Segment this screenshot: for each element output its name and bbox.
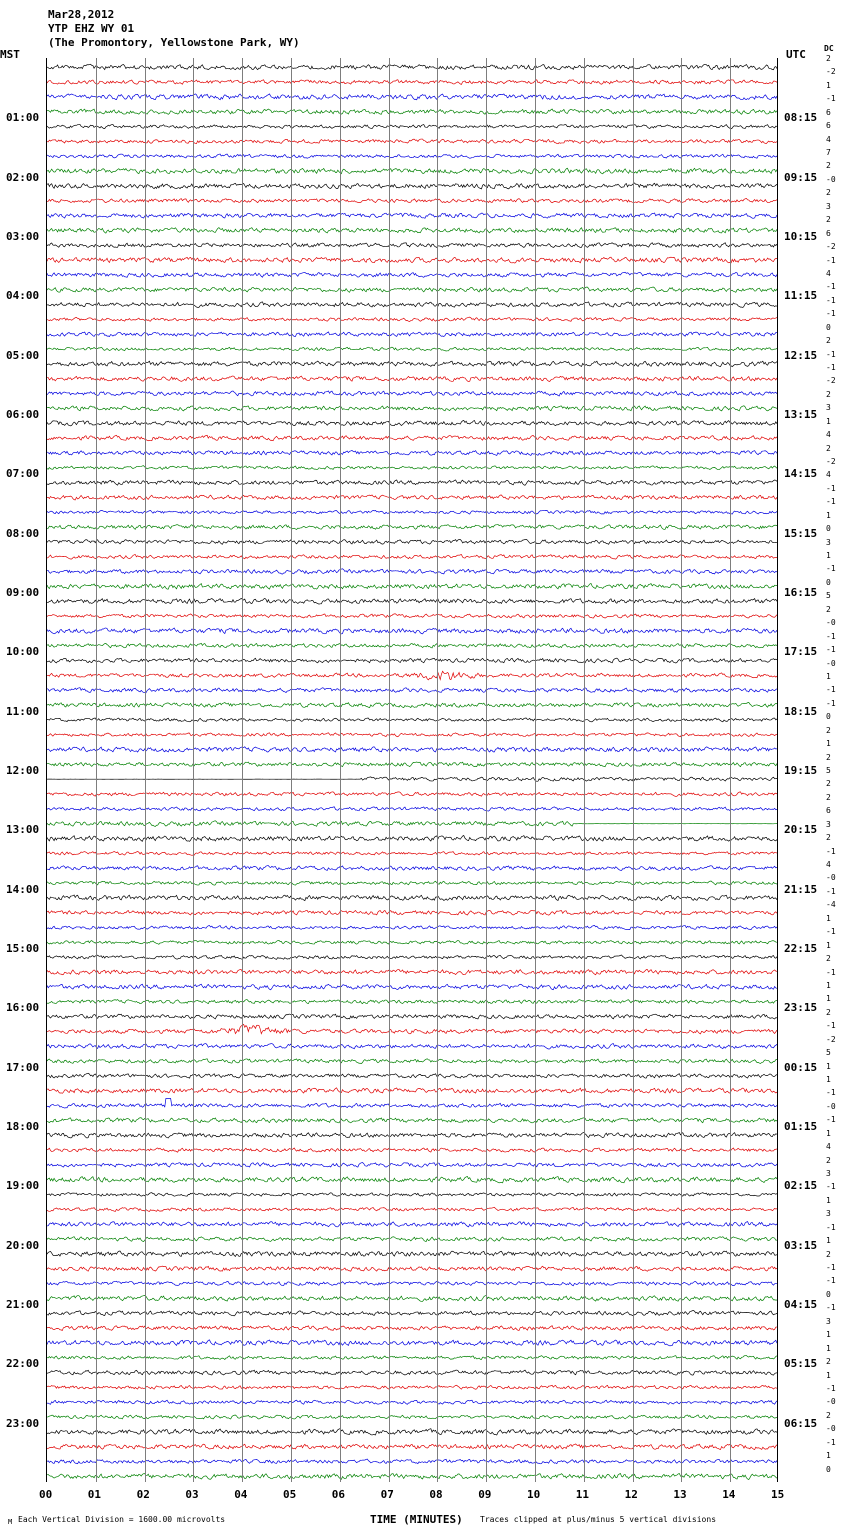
gridline-minute-14	[730, 58, 731, 1482]
dc-value-51: 1	[826, 739, 831, 749]
hour-label-utc-0015: 00:15	[784, 1060, 818, 1074]
hour-label-utc-2315: 23:15	[784, 1001, 818, 1015]
dc-value-5: 6	[826, 121, 831, 131]
dc-value-16: 4	[826, 268, 831, 278]
gridline-minute-08	[437, 58, 438, 1482]
footer-clip-note: Traces clipped at plus/minus 5 vertical divisions	[480, 1515, 717, 1524]
dc-value-58: 2	[826, 833, 831, 843]
dc-value-99: -1	[826, 1383, 836, 1393]
gridline-minute-10	[535, 58, 536, 1482]
hour-label-utc-1715: 17:15	[784, 645, 818, 659]
dc-value-46: 1	[826, 671, 831, 681]
xtick-00: 00	[39, 1488, 53, 1501]
dc-value-44: -1	[826, 645, 836, 655]
dc-value-98: 1	[826, 1370, 831, 1380]
hour-label-mst-0900: 09:00	[6, 586, 40, 599]
dc-value-37: 1	[826, 551, 831, 561]
dc-value-43: -1	[826, 631, 836, 641]
hour-label-utc-1115: 11:15	[784, 289, 818, 303]
dc-value-75: 1	[826, 1061, 831, 1071]
dc-value-72: -1	[826, 1021, 836, 1031]
hour-label-utc-1315: 13:15	[784, 408, 818, 421]
hour-label-utc-1615: 16:15	[784, 586, 818, 599]
dc-value-28: 4	[826, 430, 831, 440]
dc-value-91: -1	[826, 1276, 836, 1286]
dc-value-22: -1	[826, 349, 836, 359]
dc-value-79: -1	[826, 1115, 836, 1125]
dc-value-87: -1	[826, 1222, 836, 1232]
gridline-minute-13	[681, 58, 682, 1482]
dc-value-101: 2	[826, 1410, 831, 1420]
dc-value-24: -2	[826, 376, 836, 386]
gridline-minute-01	[96, 58, 97, 1482]
dc-value-38: -1	[826, 564, 836, 574]
hour-label-mst-2100: 21:00	[6, 1298, 40, 1311]
dc-value-88: 1	[826, 1236, 831, 1246]
dc-value-104: 1	[826, 1451, 831, 1461]
hour-label-mst-0600: 06:00	[6, 408, 40, 421]
dc-value-33: -1	[826, 497, 836, 507]
dc-value-36: 3	[826, 537, 831, 547]
dc-value-26: 3	[826, 403, 831, 413]
dc-value-50: 2	[826, 725, 831, 735]
xtick-13: 13	[673, 1488, 687, 1501]
dc-value-96: 1	[826, 1343, 831, 1353]
hour-label-mst-0200: 02:00	[6, 170, 40, 184]
dc-value-25: 2	[826, 389, 831, 399]
gridline-minute-07	[389, 58, 390, 1482]
axis-label-utc: UTC	[786, 48, 806, 61]
hour-label-mst-0700: 07:00	[6, 467, 40, 481]
hour-label-mst-0100: 01:00	[6, 111, 40, 125]
dc-value-80: 1	[826, 1128, 831, 1138]
dc-value-39: 0	[826, 577, 831, 587]
hour-label-utc-1015: 10:15	[784, 230, 818, 243]
dc-value-90: -1	[826, 1263, 836, 1273]
dc-value-57: 3	[826, 819, 831, 829]
dc-value-49: 0	[826, 712, 831, 722]
hour-label-utc-0415: 04:15	[784, 1298, 818, 1311]
dc-value-56: 6	[826, 806, 831, 816]
header-date: Mar28,2012	[48, 8, 115, 21]
hour-label-mst-0800: 08:00	[6, 526, 40, 540]
hour-label-mst-1300: 13:00	[6, 823, 40, 837]
hour-label-utc-0815: 08:15	[784, 111, 818, 125]
dc-value-30: -2	[826, 457, 836, 467]
gridline-minute-02	[145, 58, 146, 1482]
dc-value-78: -0	[826, 1101, 836, 1111]
dc-value-74: 5	[826, 1048, 831, 1058]
hour-label-utc-1915: 19:15	[784, 764, 818, 777]
dc-value-47: -1	[826, 685, 836, 695]
hour-label-mst-0500: 05:00	[6, 348, 40, 362]
hour-label-utc-0515: 05:15	[784, 1357, 818, 1371]
dc-value-23: -1	[826, 362, 836, 372]
hour-label-utc-2215: 22:15	[784, 942, 818, 955]
dc-value-7: 7	[826, 148, 831, 158]
hour-label-utc-1215: 12:15	[784, 348, 818, 362]
dc-value-66: 1	[826, 940, 831, 950]
xtick-08: 08	[429, 1488, 443, 1501]
dc-value-18: -1	[826, 295, 836, 305]
xtick-05: 05	[283, 1488, 297, 1501]
hour-label-mst-2200: 22:00	[6, 1357, 40, 1371]
dc-value-94: 3	[826, 1316, 831, 1326]
hour-label-mst-1000: 10:00	[6, 645, 40, 659]
dc-value-6: 4	[826, 134, 831, 144]
dc-value-68: -1	[826, 967, 836, 977]
dc-value-53: 5	[826, 766, 831, 775]
dc-value-21: 2	[826, 336, 831, 346]
xtick-03: 03	[185, 1488, 199, 1501]
dc-value-14: -2	[826, 242, 836, 252]
dc-value-84: -1	[826, 1182, 836, 1192]
axis-label-dc: DC	[824, 44, 834, 53]
gridline-minute-11	[584, 58, 585, 1482]
hour-label-mst-0300: 03:00	[6, 230, 40, 243]
dc-value-32: -1	[826, 483, 836, 493]
dc-value-12: 2	[826, 215, 831, 225]
axis-label-mst: MST	[0, 48, 20, 61]
dc-value-27: 1	[826, 416, 831, 426]
hour-label-mst-1900: 19:00	[6, 1179, 40, 1193]
dc-value-41: 2	[826, 604, 831, 614]
dc-value-102: -0	[826, 1424, 836, 1434]
footer-tick-mark: M	[8, 1518, 13, 1526]
hour-label-mst-0400: 04:00	[6, 289, 40, 303]
hour-label-mst-1800: 18:00	[6, 1120, 40, 1133]
hour-label-mst-1100: 11:00	[6, 704, 40, 718]
xaxis-title: TIME (MINUTES)	[370, 1513, 463, 1526]
dc-value-73: -2	[826, 1034, 836, 1044]
hour-label-utc-0615: 06:15	[784, 1416, 818, 1430]
dc-value-82: 2	[826, 1155, 831, 1165]
dc-value-89: 2	[826, 1249, 831, 1259]
hour-label-utc-0915: 09:15	[784, 170, 818, 184]
gridline-minute-09	[486, 58, 487, 1482]
hour-label-mst-2000: 20:00	[6, 1238, 40, 1252]
xtick-06: 06	[331, 1488, 346, 1501]
dc-value-105: 0	[826, 1464, 831, 1474]
dc-value-93: -1	[826, 1303, 836, 1313]
dc-value-60: 4	[826, 860, 831, 870]
hour-label-mst-1200: 12:00	[6, 764, 40, 777]
dc-value-71: 2	[826, 1007, 831, 1017]
dc-value-17: -1	[826, 282, 836, 292]
dc-value-64: 1	[826, 913, 831, 923]
dc-value-15: -1	[826, 255, 836, 265]
dc-value-63: -4	[826, 900, 836, 910]
hour-label-utc-2015: 20:15	[784, 823, 818, 837]
dc-value-52: 2	[826, 752, 831, 762]
dc-value-103: -1	[826, 1437, 836, 1447]
footer-scale-note: Each Vertical Division = 1600.00 microvolts	[18, 1515, 226, 1524]
header-station: YTP EHZ WY 01	[48, 22, 135, 35]
dc-value-40: 5	[826, 591, 831, 601]
xtick-15: 15	[771, 1488, 785, 1501]
hour-label-utc-0315: 03:15	[784, 1238, 818, 1252]
trace-lines	[47, 58, 777, 1482]
xtick-12: 12	[624, 1488, 638, 1501]
hour-label-mst-1700: 17:00	[6, 1060, 40, 1074]
dc-value-76: 1	[826, 1074, 831, 1084]
gridline-minute-05	[291, 58, 292, 1482]
dc-value-70: 1	[826, 994, 831, 1004]
xtick-01: 01	[87, 1488, 102, 1501]
dc-value-92: 0	[826, 1289, 831, 1299]
hour-label-utc-0215: 02:15	[784, 1179, 818, 1193]
dc-value-86: 3	[826, 1209, 831, 1219]
xtick-10: 10	[527, 1488, 541, 1501]
dc-value-35: 0	[826, 524, 831, 534]
hour-label-utc-2115: 21:15	[784, 882, 818, 896]
xtick-07: 07	[380, 1488, 394, 1501]
dc-value-69: 1	[826, 980, 831, 990]
header-location: (The Promontory, Yellowstone Park, WY)	[48, 36, 300, 49]
dc-value-4: 6	[826, 107, 831, 117]
dc-value-31: 4	[826, 470, 831, 480]
dc-value-34: 1	[826, 510, 831, 520]
hour-label-utc-1415: 14:15	[784, 467, 818, 481]
dc-value-81: 4	[826, 1142, 831, 1152]
hour-label-mst-2300: 23:00	[6, 1416, 40, 1430]
xtick-09: 09	[478, 1488, 492, 1501]
dc-value-13: 6	[826, 228, 831, 238]
dc-value-11: 3	[826, 201, 831, 211]
dc-value-1: -2	[826, 67, 836, 77]
dc-value-45: -0	[826, 658, 836, 668]
gridline-minute-03	[193, 58, 194, 1482]
xtick-14: 14	[722, 1488, 736, 1501]
dc-value-61: -0	[826, 873, 836, 883]
dc-value-97: 2	[826, 1357, 831, 1367]
dc-value-100: -0	[826, 1397, 836, 1407]
dc-value-8: 2	[826, 161, 831, 171]
xtick-04: 04	[234, 1488, 248, 1501]
dc-value-42: -0	[826, 618, 836, 628]
hour-label-utc-0115: 01:15	[784, 1120, 818, 1133]
dc-value-95: 1	[826, 1330, 831, 1340]
dc-value-29: 2	[826, 443, 831, 453]
hour-label-mst-1600: 16:00	[6, 1001, 40, 1015]
dc-value-55: 2	[826, 792, 831, 802]
dc-value-9: -0	[826, 174, 836, 184]
dc-value-54: 2	[826, 779, 831, 789]
hour-label-mst-1500: 15:00	[6, 942, 40, 955]
dc-value-20: 0	[826, 322, 831, 332]
dc-value-2: 1	[826, 80, 831, 90]
dc-value-85: 1	[826, 1195, 831, 1205]
seismogram-plot	[46, 58, 778, 1482]
dc-value-19: -1	[826, 309, 836, 319]
dc-value-0: 2	[826, 54, 831, 63]
dc-value-59: -1	[826, 846, 836, 856]
hour-label-utc-1515: 15:15	[784, 526, 818, 540]
dc-value-48: -1	[826, 698, 836, 708]
hour-label-mst-1400: 14:00	[6, 882, 40, 896]
gridline-minute-06	[340, 58, 341, 1482]
dc-value-83: 3	[826, 1169, 831, 1179]
hour-label-utc-1815: 18:15	[784, 704, 818, 718]
dc-value-10: 2	[826, 188, 831, 198]
gridline-minute-04	[242, 58, 243, 1482]
xtick-02: 02	[136, 1488, 150, 1501]
dc-value-67: 2	[826, 954, 831, 964]
dc-value-77: -1	[826, 1088, 836, 1098]
dc-value-62: -1	[826, 886, 836, 896]
gridline-minute-12	[633, 58, 634, 1482]
dc-value-3: -1	[826, 94, 836, 104]
xtick-11: 11	[575, 1488, 590, 1501]
dc-value-65: -1	[826, 927, 836, 937]
